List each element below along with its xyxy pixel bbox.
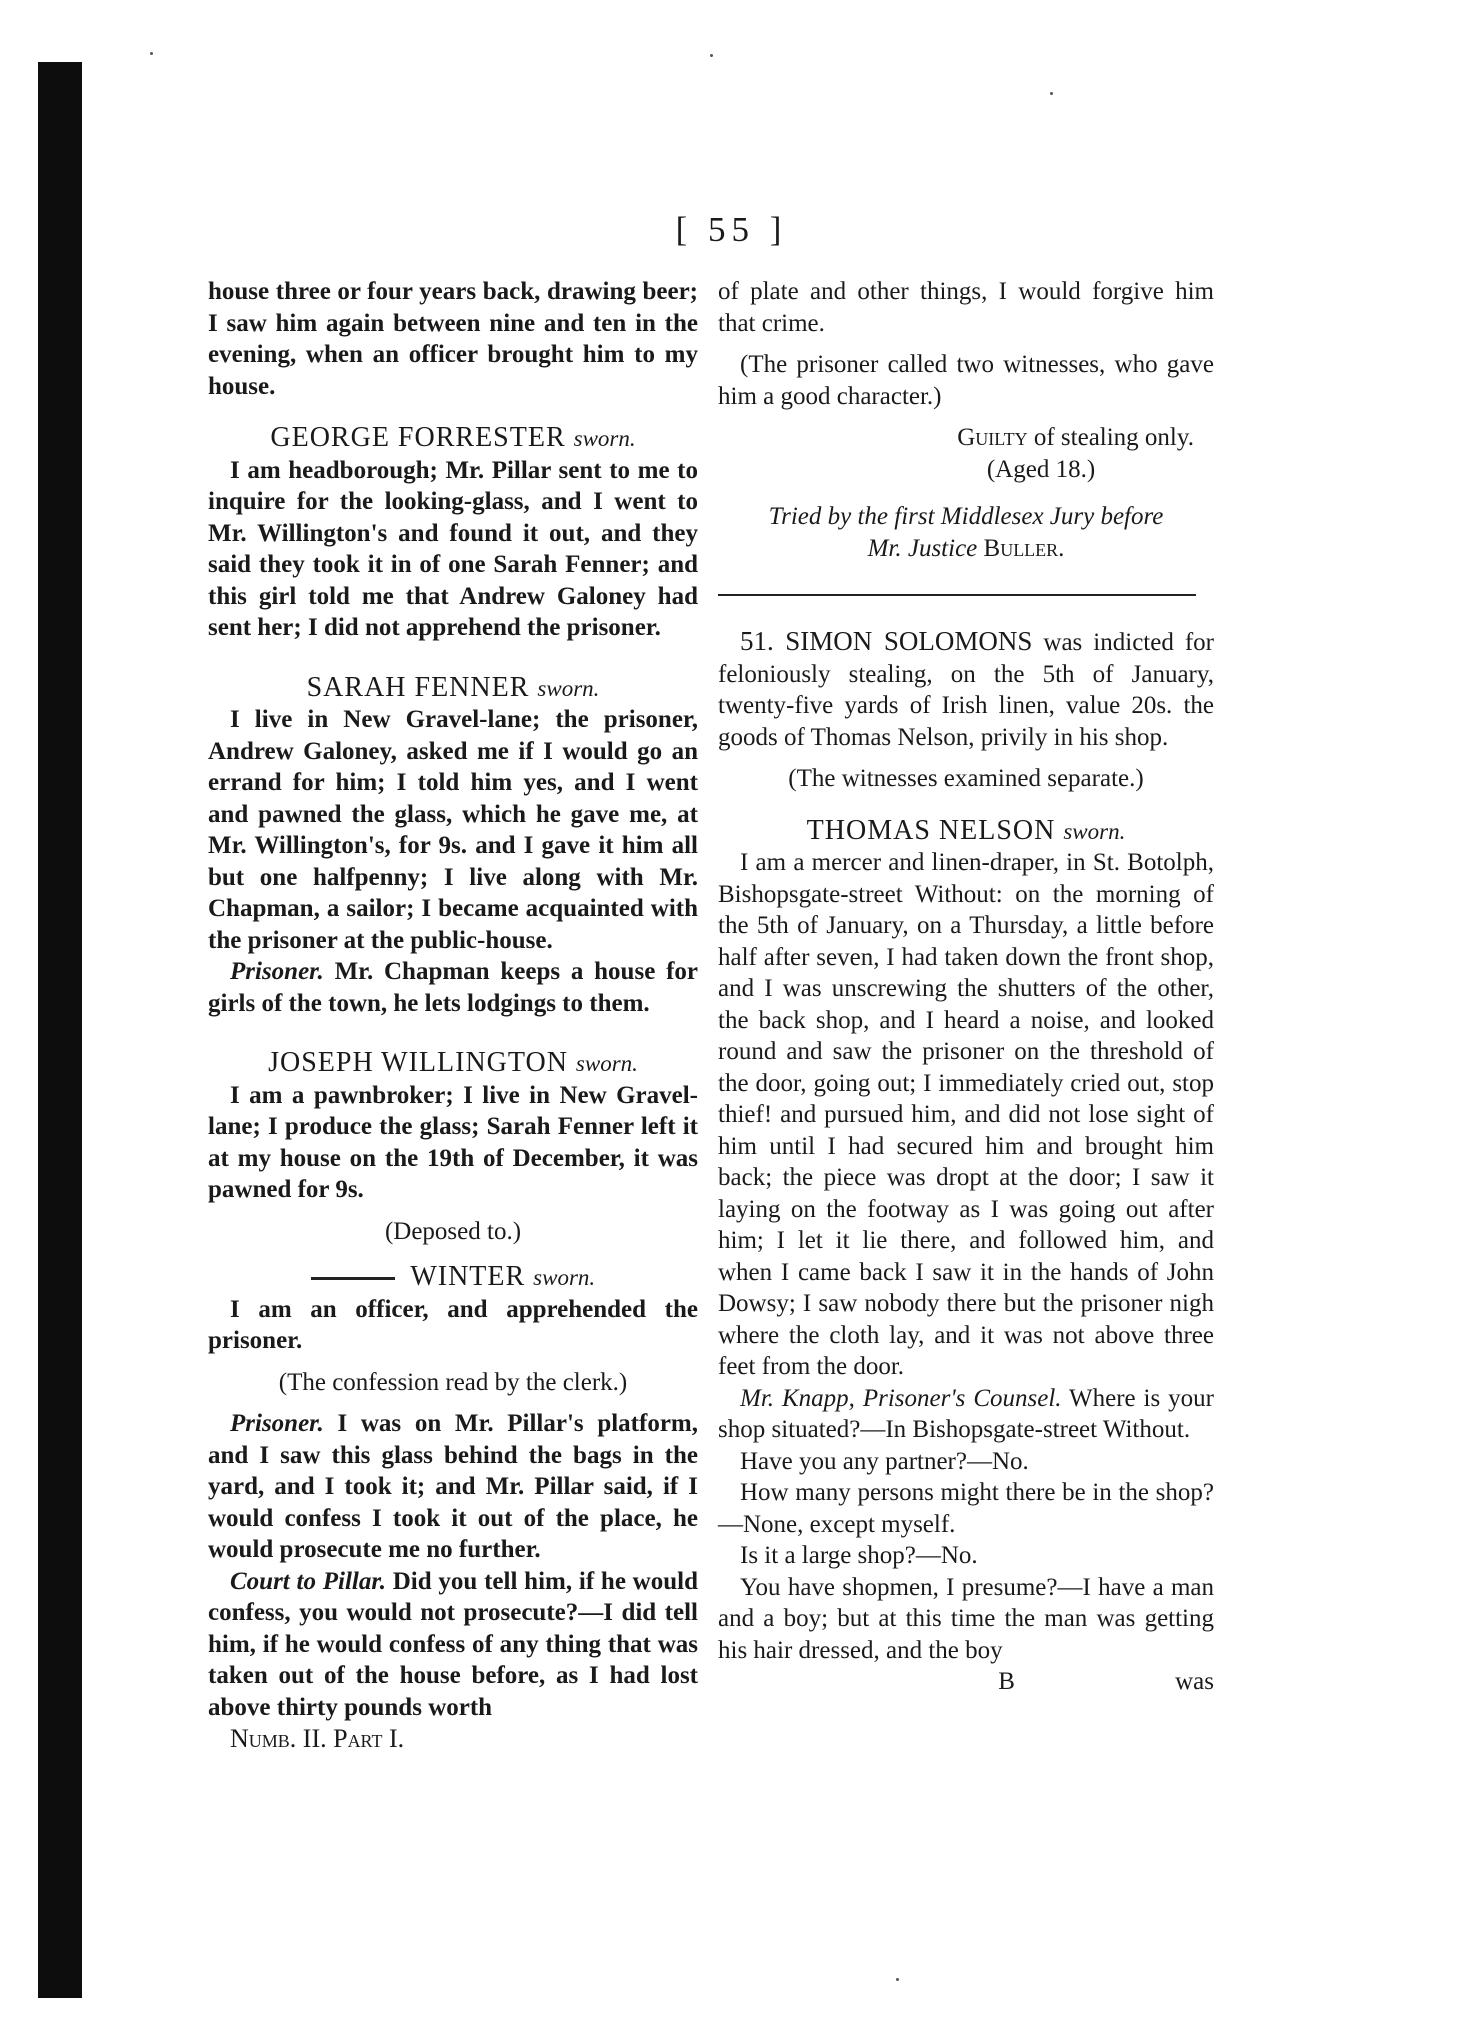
prisoner-statement: [208, 956, 698, 1019]
ink-speck: [710, 54, 713, 57]
counsel-question: [718, 1383, 1214, 1446]
character-witness-note: (The prisoner called two witnesses, who gave him a good character.): [718, 351, 1214, 410]
speaker-label: Prisoner.: [230, 1410, 324, 1437]
ink-speck: [1050, 92, 1053, 95]
witness-name: JOSEPH WILLINGTON: [268, 1047, 568, 1078]
paragraph: house three or four years back, drawing beer; I saw him again between nine and ten in the evening, when an officer brought him to my house.: [208, 278, 698, 400]
tried-line-1: Tried by the first Middlesex Jury before: [768, 503, 1164, 530]
witness-heading: [208, 422, 698, 455]
qa-line: Have you any partner?—No.: [740, 1447, 1029, 1475]
witnesses-note: (The witnesses examined separate.): [788, 765, 1144, 792]
ink-speck: [150, 52, 153, 55]
verdict-detail: of stealing only.: [1033, 424, 1194, 451]
aged-note: (Aged 18.): [986, 455, 1096, 483]
prisoner-statement: [208, 1408, 698, 1566]
right-column: [718, 276, 1214, 1698]
signature-mark: B: [998, 1668, 1015, 1695]
sworn-label: sworn.: [1063, 818, 1126, 844]
sworn-label: sworn.: [533, 1265, 596, 1290]
witness-name: SARAH FENNER: [306, 671, 530, 703]
testimony: I am headborough; Mr. Pillar sent to me to inquire for the looking-glass, and I went to Mr. Willington's and found it out, and they said they took it in of one Sarah Fenner; and this girl told me that Andrew Galoney had sent her; I did not apprehend the prisoner.: [208, 456, 698, 641]
witness-heading: [208, 1047, 698, 1080]
court-question: [208, 1566, 698, 1724]
verdict: [718, 422, 1214, 454]
speaker-label: Court to Pillar.: [230, 1567, 386, 1595]
statement-text: Did you tell him, if he would confess, you would not prosecute?—I did tell him, if he would confess of any thing that was taken out of the house before, as I had lost above thirty pounds worth: [208, 1567, 698, 1721]
testimony: I am a pawnbroker; I live in New Gravel-lane; I produce the glass; Sarah Fenner left it at my house on the 19th of December, it was pawned for 9s.: [208, 1081, 698, 1203]
signature-line: Numb. II. Part I.: [230, 1724, 405, 1753]
witness-heading: [208, 1261, 698, 1294]
blank-name-rule: [311, 1277, 395, 1280]
judge-title: Mr. Justice: [867, 534, 978, 562]
judge-name: Buller.: [983, 534, 1065, 562]
page-number: [ 55 ]: [675, 210, 788, 249]
testimony: I am an officer, and apprehended the prisoner.: [208, 1295, 698, 1354]
statement-text: Mr. Chapman keeps a house for girls of the town, he lets lodgings to them.: [208, 958, 698, 1017]
left-column: [208, 276, 698, 1755]
ink-speck: [896, 1978, 899, 1981]
binding-shadow: [38, 62, 82, 1998]
case-opening: 51. SIMON SOLOMONS: [740, 626, 1033, 656]
statement-text: Where is your shop situated?—In Bishopsgate-street Without.: [718, 1384, 1214, 1443]
witness-name: THOMAS NELSON: [806, 814, 1056, 846]
speaker-label: Prisoner.: [230, 958, 324, 985]
testimony: I live in New Gravel-lane; the prisoner, Andrew Galoney, asked me if I would go an errand for him; I told him yes, and I went and pawned the glass, which he gave me, at Mr. Willington's, for 9s. and I gave it him all but one halfpenny; I live along with Mr. Chapman, a sailor; I became acquainted with the prisoner at the public-house.: [208, 706, 698, 954]
confession-note: (The confession read by the clerk.): [278, 1368, 628, 1396]
witness-heading: [208, 672, 698, 705]
sworn-label: sworn.: [575, 1051, 638, 1076]
page-footer: [718, 1666, 1214, 1698]
indictment: [718, 626, 1214, 753]
deposed-note: (Deposed to.): [384, 1217, 522, 1245]
witness-name: WINTER: [410, 1261, 526, 1292]
witness-heading: [718, 815, 1214, 848]
verdict-word: Guilty: [957, 424, 1028, 451]
statement-text: I was on Mr. Pillar's platform, and I saw this glass behind the bags in the yard, and I took it; and Mr. Pillar said, if I would confess I took it out of the place, he would prosecute me no further.: [208, 1410, 698, 1563]
witness-name: GEORGE FORRESTER: [270, 422, 566, 453]
qa-line: How many persons might there be in the shop?—None, except myself.: [718, 1479, 1214, 1538]
paragraph: of plate and other things, I would forgive him that crime.: [718, 278, 1214, 337]
qa-line: You have shopmen, I presume?—I have a man and a boy; but at this time the man was getting his hair dressed, and the boy: [718, 1573, 1214, 1664]
section-divider: [718, 594, 1196, 596]
sworn-label: sworn.: [573, 426, 636, 451]
tried-line-2: [718, 533, 1214, 565]
speaker-label: Mr. Knapp, Prisoner's Counsel.: [740, 1384, 1062, 1412]
testimony: I am a mercer and linen-draper, in St. Botolph, Bishopsgate-street Without: on the morning of the 5th of January, on a Thursday, a little before half after seven, I had taken down the front shop, and I was unscrewing the shutters of the other, the back shop, and I heard a noise, and looked round and saw the prisoner on the threshold of the door, going out; I immediately cried out, stop thief! and pursued him, and did not lose sight of him until I had secured him and brought him back; the piece was dropt at the door; I saw it laying on the footway as I was going out after him; I let it lie there, and followed him, and when I came back I saw it in the hands of John Dowsy; I saw nobody there but the prisoner nigh where the cloth lay, and it was not above three feet from the door.: [718, 849, 1214, 1380]
catchword: was: [1175, 1668, 1214, 1695]
sworn-label: sworn.: [537, 675, 600, 701]
case-text: was indicted for feloniously stealing, on the 5th of January, twenty-five yards of Irish linen, value 20s. the goods of Thomas Nelson, privily in his shop.: [718, 629, 1215, 751]
qa-line: Is it a large shop?—No.: [740, 1542, 978, 1569]
